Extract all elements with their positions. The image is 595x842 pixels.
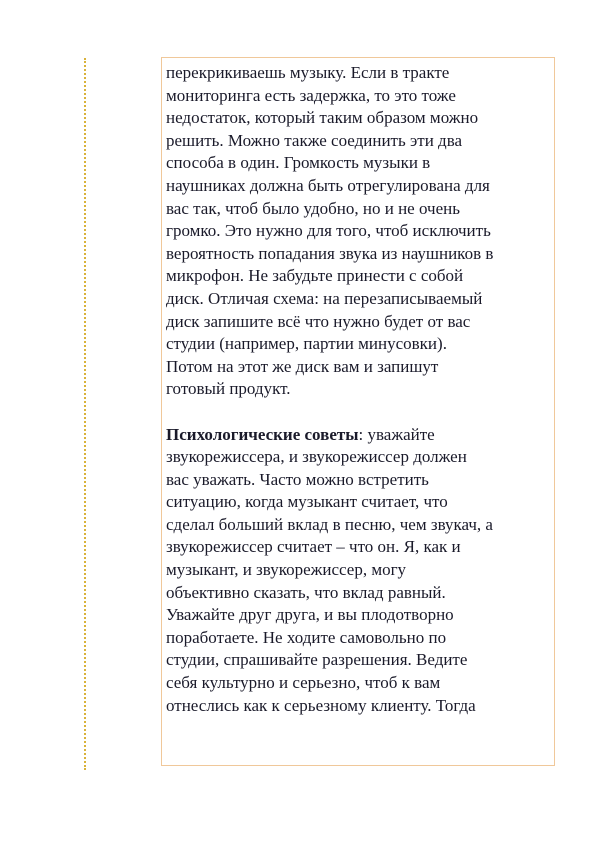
text-line: себя культурно и серьезно, чтоб к вам (166, 673, 441, 693)
text-line: способа в один. Громкость музыки в (166, 153, 431, 173)
text-line: недостаток, который таким образом можно (166, 108, 479, 128)
text-line: Потом на этот же диск вам и запишут (166, 356, 439, 376)
text-line: звукорежиссер считает – что он. Я, как и (166, 537, 461, 557)
text-line: вероятность попадания звука из наушников в (166, 243, 494, 263)
heading-continuation: : уважайте (358, 424, 435, 444)
text-line: студии (например, партии минусовки). (166, 334, 447, 354)
margin-guide-line (84, 58, 86, 770)
text-line: наушниках должна быть отрегулирована для (166, 175, 490, 195)
text-line: диск запишите всё что нужно будет от вас (166, 311, 471, 331)
text-line: музыкант, и звукорежиссер, могу (166, 560, 407, 580)
text-line: звукорежиссера, и звукорежиссер должен (166, 447, 467, 467)
text-line: студии, спрашивайте разрешения. Ведите (166, 650, 468, 670)
text-line: поработаете. Не ходите самовольно по (166, 627, 447, 647)
text-line: сделал больший вклад в песню, чем звукач, а (166, 514, 493, 534)
paragraph-1 (166, 62, 554, 401)
text-line: решить. Можно также соединить эти два (166, 130, 463, 150)
text-line: перекрикиваешь музыку. Если в тракте (166, 63, 450, 82)
paragraph-spacer (166, 401, 554, 424)
text-line: вас уважать. Часто можно встретить (166, 469, 429, 489)
section-heading: Психологические советы (166, 424, 359, 444)
text-line: объективно сказать, что вклад равный. (166, 582, 446, 602)
paragraph-2 (166, 424, 554, 718)
text-line: Уважайте друг друга, и вы плодотворно (166, 605, 454, 625)
text-line: отнеслись как к серьезному клиенту. Тогда (166, 695, 476, 715)
text-line: готовый продукт. (166, 379, 291, 399)
text-line: диск. Отличая схема: на перезаписываемый (166, 288, 483, 308)
text-line: ситуацию, когда музыкант считает, что (166, 492, 448, 512)
text-line: мониторинга есть задержка, то это тоже (166, 85, 456, 105)
text-line: микрофон. Не забудьте принести с собой (166, 266, 464, 286)
body-text (166, 62, 554, 717)
text-line (166, 424, 554, 447)
text-line: громко. Это нужно для того, чтоб исключить (166, 221, 491, 241)
text-line: вас так, чтоб было удобно, но и не очень (166, 198, 460, 218)
